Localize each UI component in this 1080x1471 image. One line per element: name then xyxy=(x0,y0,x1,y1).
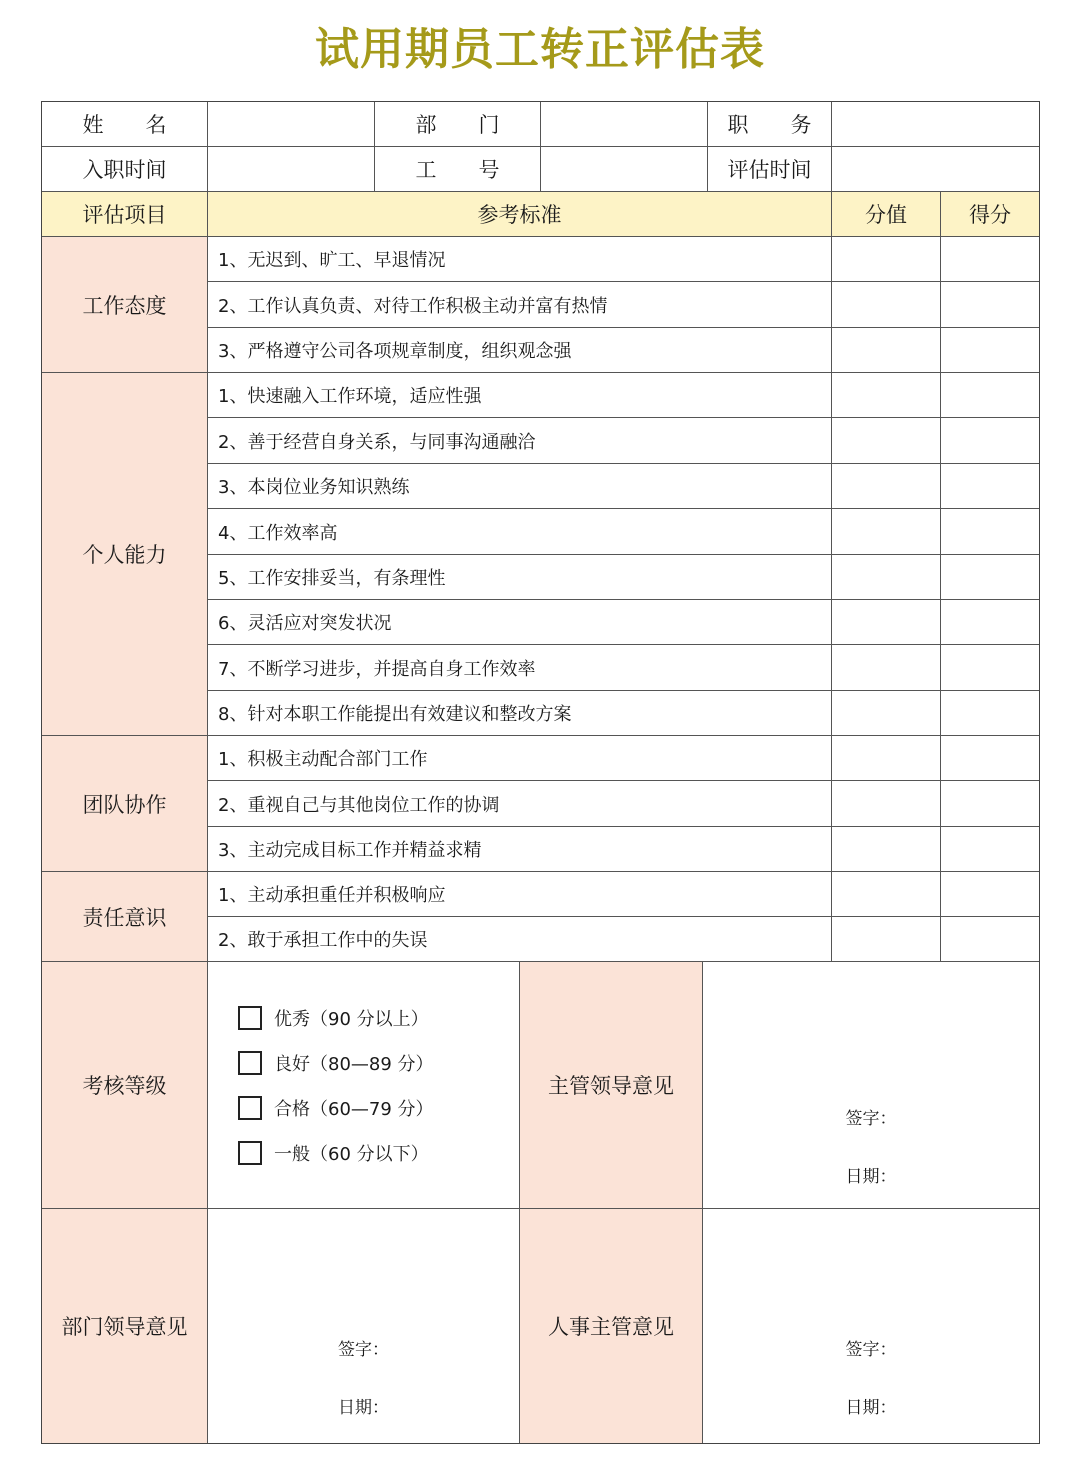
supervisor-opinion-field[interactable] xyxy=(703,962,1039,1209)
dept-field[interactable] xyxy=(541,102,708,147)
hr-opinion-label: 人事主管意见 xyxy=(520,1209,703,1443)
position-field[interactable] xyxy=(832,102,1039,147)
criteria-item: 8、针对本职工作能提出有效建议和整改方案 xyxy=(208,691,832,736)
date-label: 日期： xyxy=(338,1398,389,1418)
name-field[interactable] xyxy=(208,102,375,147)
criteria-item: 1、无迟到、旷工、早退情况 xyxy=(208,237,832,282)
grade-option-label: 一般（60 分以下） xyxy=(274,1143,429,1165)
score-value-cell[interactable] xyxy=(832,736,941,781)
score-cell[interactable] xyxy=(941,464,1039,509)
score-value-cell[interactable] xyxy=(832,872,941,917)
score-value-cell[interactable] xyxy=(832,555,941,600)
score-cell[interactable] xyxy=(941,645,1039,691)
page-title: 试用期员工转正评估表 xyxy=(315,24,765,75)
sign-label: 签字： xyxy=(338,1340,389,1360)
name-label: 姓 名 xyxy=(42,102,208,147)
score-value-cell[interactable] xyxy=(832,464,941,509)
score-cell[interactable] xyxy=(941,600,1039,645)
sign-label: 签字： xyxy=(845,1340,897,1360)
score-value-cell[interactable] xyxy=(832,781,941,827)
score-value-cell[interactable] xyxy=(832,600,941,645)
score-cell[interactable] xyxy=(941,555,1039,600)
eval-date-label: 评估时间 xyxy=(708,147,832,192)
grade-option-label: 优秀（90 分以上） xyxy=(274,1008,429,1030)
eval-date-field[interactable] xyxy=(832,147,1039,192)
score-value-cell[interactable] xyxy=(832,418,941,464)
header-item: 评估项目 xyxy=(42,192,208,237)
grade-option-excellent[interactable] xyxy=(238,995,429,1040)
score-cell[interactable] xyxy=(941,418,1039,464)
score-value-cell[interactable] xyxy=(832,509,941,555)
grade-label: 考核等级 xyxy=(42,962,208,1209)
score-cell[interactable] xyxy=(941,872,1039,917)
hire-date-label: 入职时间 xyxy=(42,147,208,192)
hr-opinion-field[interactable] xyxy=(703,1209,1039,1443)
date-label: 日期： xyxy=(845,1167,897,1187)
criteria-item: 1、快速融入工作环境，适应性强 xyxy=(208,373,832,418)
score-cell[interactable] xyxy=(941,691,1039,736)
grade-option-good[interactable] xyxy=(238,1040,434,1085)
department-opinion-field[interactable] xyxy=(208,1209,520,1443)
checkbox-icon[interactable] xyxy=(238,1096,262,1120)
score-value-cell[interactable] xyxy=(832,373,941,418)
score-value-cell[interactable] xyxy=(832,645,941,691)
criteria-item: 2、敢于承担工作中的失误 xyxy=(208,917,832,962)
grade-options xyxy=(208,962,520,1209)
header-standard: 参考标准 xyxy=(208,192,832,237)
criteria-item: 4、工作效率高 xyxy=(208,509,832,555)
score-value-cell[interactable] xyxy=(832,237,941,282)
score-cell[interactable] xyxy=(941,328,1039,373)
emp-no-field[interactable] xyxy=(541,147,708,192)
grade-option-label: 良好（80—89 分） xyxy=(274,1053,434,1075)
score-cell[interactable] xyxy=(941,781,1039,827)
score-value-cell[interactable] xyxy=(832,691,941,736)
evaluation-table xyxy=(41,101,1040,1444)
department-opinion-label: 部门领导意见 xyxy=(42,1209,208,1443)
category-teamwork: 团队协作 xyxy=(42,736,208,872)
header-score-value: 分值 xyxy=(832,192,941,237)
checkbox-icon[interactable] xyxy=(238,1006,262,1030)
emp-no-label: 工 号 xyxy=(375,147,541,192)
score-value-cell[interactable] xyxy=(832,282,941,328)
header-score-got: 得分 xyxy=(941,192,1039,237)
criteria-item: 2、重视自己与其他岗位工作的协调 xyxy=(208,781,832,827)
checkbox-icon[interactable] xyxy=(238,1051,262,1075)
criteria-item: 3、主动完成目标工作并精益求精 xyxy=(208,827,832,872)
hire-date-field[interactable] xyxy=(208,147,375,192)
score-value-cell[interactable] xyxy=(832,827,941,872)
criteria-item: 7、不断学习进步，并提高自身工作效率 xyxy=(208,645,832,691)
date-label: 日期： xyxy=(845,1398,897,1418)
dept-label: 部 门 xyxy=(375,102,541,147)
criteria-item: 2、善于经营自身关系，与同事沟通融洽 xyxy=(208,418,832,464)
score-cell[interactable] xyxy=(941,282,1039,328)
criteria-item: 3、本岗位业务知识熟练 xyxy=(208,464,832,509)
checkbox-icon[interactable] xyxy=(238,1141,262,1165)
grade-option-pass[interactable] xyxy=(238,1085,434,1130)
category-work-attitude: 工作态度 xyxy=(42,237,208,373)
criteria-item: 2、工作认真负责、对待工作积极主动并富有热情 xyxy=(208,282,832,328)
score-cell[interactable] xyxy=(941,509,1039,555)
score-cell[interactable] xyxy=(941,917,1039,962)
category-personal-ability: 个人能力 xyxy=(42,373,208,736)
score-cell[interactable] xyxy=(941,237,1039,282)
criteria-item: 5、工作安排妥当，有条理性 xyxy=(208,555,832,600)
score-cell[interactable] xyxy=(941,373,1039,418)
score-cell[interactable] xyxy=(941,827,1039,872)
criteria-item: 6、灵活应对突发状况 xyxy=(208,600,832,645)
supervisor-opinion-label: 主管领导意见 xyxy=(520,962,703,1209)
criteria-item: 3、严格遵守公司各项规章制度，组织观念强 xyxy=(208,328,832,373)
criteria-item: 1、主动承担重任并积极响应 xyxy=(208,872,832,917)
grade-option-label: 合格（60—79 分） xyxy=(274,1098,434,1120)
score-cell[interactable] xyxy=(941,736,1039,781)
score-value-cell[interactable] xyxy=(832,328,941,373)
category-responsibility: 责任意识 xyxy=(42,872,208,962)
grade-option-fair[interactable] xyxy=(238,1130,429,1175)
score-value-cell[interactable] xyxy=(832,917,941,962)
sign-label: 签字： xyxy=(845,1109,897,1129)
position-label: 职 务 xyxy=(708,102,832,147)
criteria-item: 1、积极主动配合部门工作 xyxy=(208,736,832,781)
